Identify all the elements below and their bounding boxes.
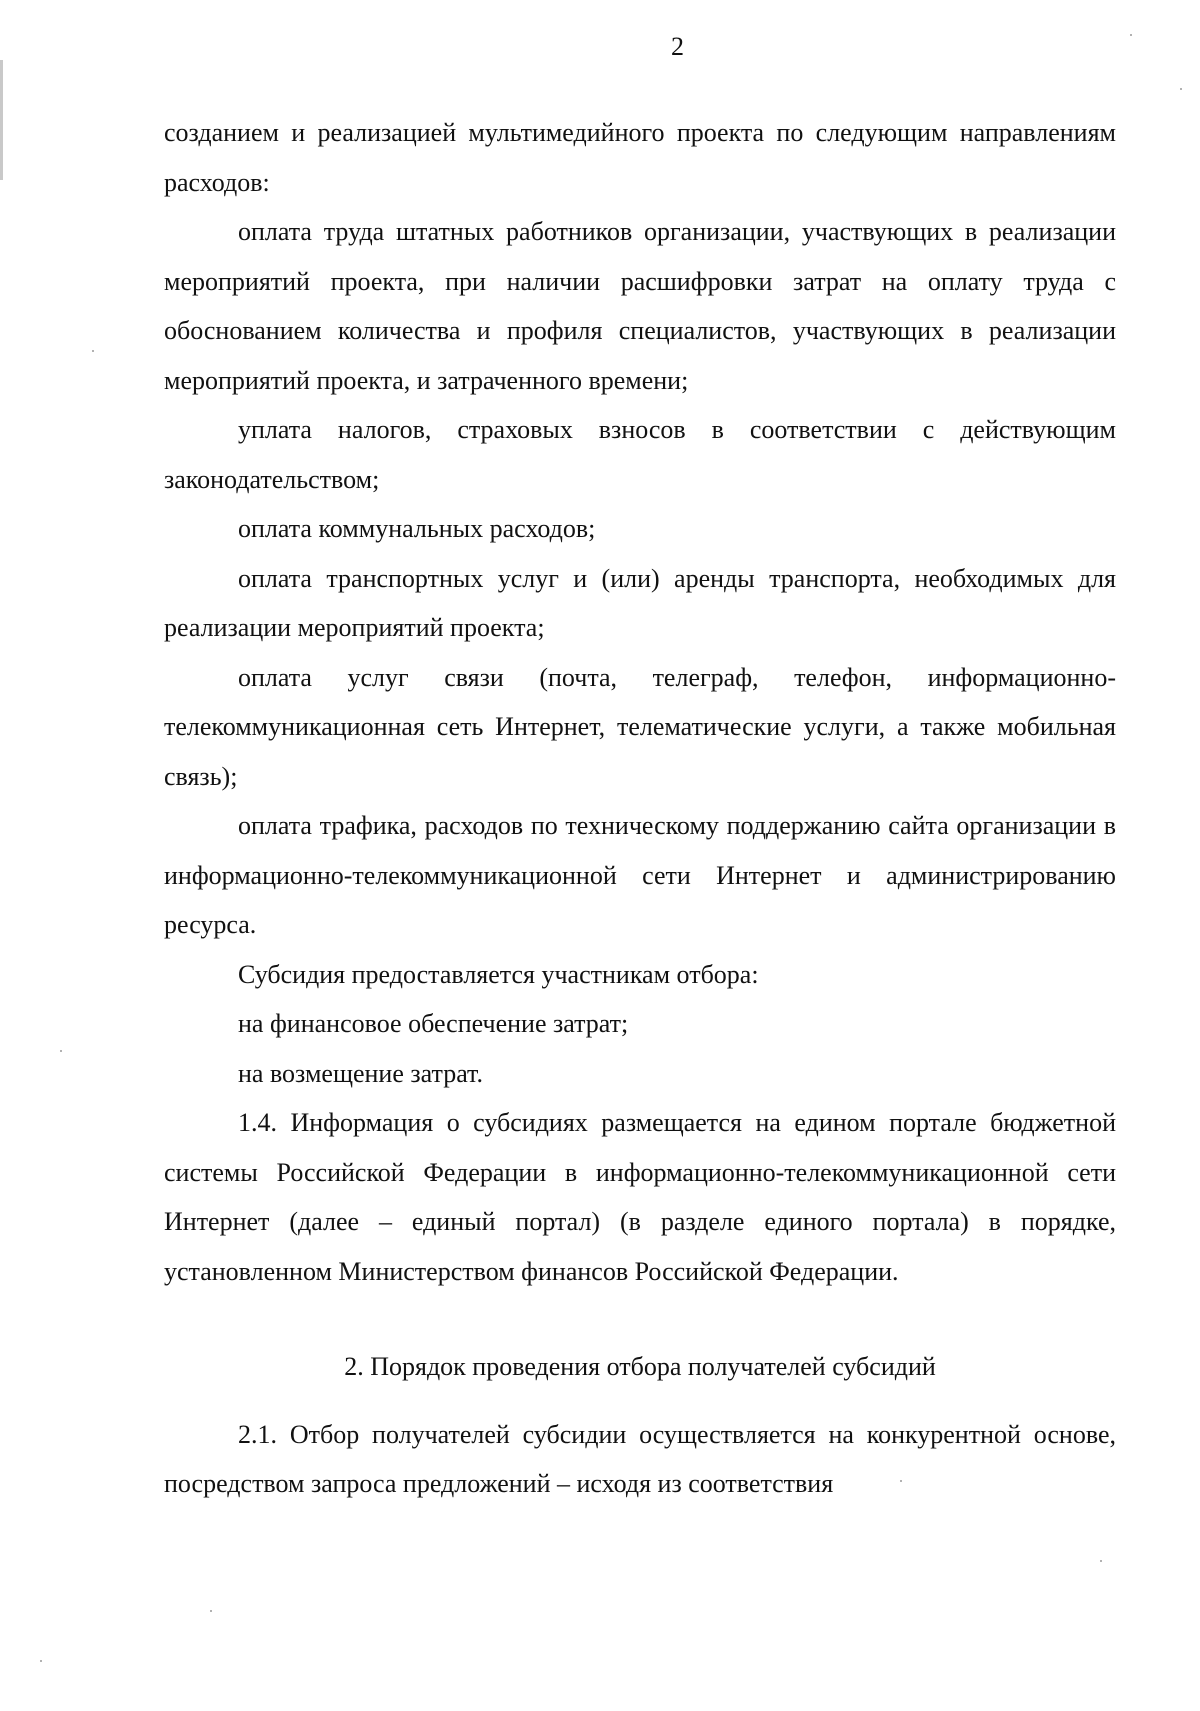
- scan-speck: [900, 1480, 902, 1482]
- scan-speck: [92, 350, 94, 352]
- paragraph-subsidy-recipients: Субсидия предоставляется участникам отбора:: [238, 959, 759, 989]
- paragraph-financial-support: на финансовое обеспечение затрат;: [238, 1009, 629, 1038]
- scan-speck: [210, 1610, 212, 1612]
- paragraph-utilities: оплата коммунальных расходов;: [238, 514, 596, 543]
- scan-edge-mark: [0, 60, 3, 180]
- paragraph-2-1: 2.1. Отбор получателей субсидии осуществляется на конкурентной основе, посредством запроса предложений – исходя из соответствия: [164, 1419, 1116, 1498]
- paragraph-reimbursement: на возмещение затрат.: [238, 1058, 483, 1088]
- paragraph-labor-costs: оплата труда штатных работников организации, участвующих в реализации мероприятий проекта, при наличии расшифровки затрат на оплату труда с обоснованием количества и профиля специалистов, участвующих в реализации мероприятий проекта, и затраченного времени;: [164, 217, 1116, 395]
- paragraph-1-4: 1.4. Информация о субсидиях размещается на едином портале бюджетной системы Российской Федерации в информационно-телекоммуникационной сети Интернет (далее – единый портал) (в разделе единого портала) в порядке, установленном Министерством финансов Российской Федерации.: [164, 1108, 1116, 1286]
- section-heading: 2. Порядок проведения отбора получателей субсидий: [344, 1352, 936, 1381]
- paragraph-intro: созданием и реализацией мультимедийного проекта по следующим направлениям расходов:: [164, 118, 1116, 197]
- scan-speck: [1100, 1560, 1102, 1562]
- page-number: 2: [671, 32, 684, 61]
- scan-speck: [1180, 88, 1182, 90]
- paragraph-transport: оплата транспортных услуг и (или) аренды транспорта, необходимых для реализации мероприятий проекта;: [164, 563, 1116, 642]
- scan-speck: [60, 1050, 62, 1052]
- scan-speck: [40, 1660, 42, 1662]
- paragraph-traffic: оплата трафика, расходов по техническому поддержанию сайта организации в информационно-телекоммуникационной сети Интернет и администрированию ресурса.: [164, 811, 1116, 939]
- scan-speck: [1130, 34, 1132, 36]
- document-body: [164, 108, 1116, 1509]
- paragraph-taxes: уплата налогов, страховых взносов в соответствии с действующим законодательством;: [164, 415, 1116, 494]
- paragraph-communication: оплата услуг связи (почта, телеграф, телефон, информационно-телекоммуникационная сеть Интернет, телематические услуги, а также мобильная связь);: [164, 662, 1116, 791]
